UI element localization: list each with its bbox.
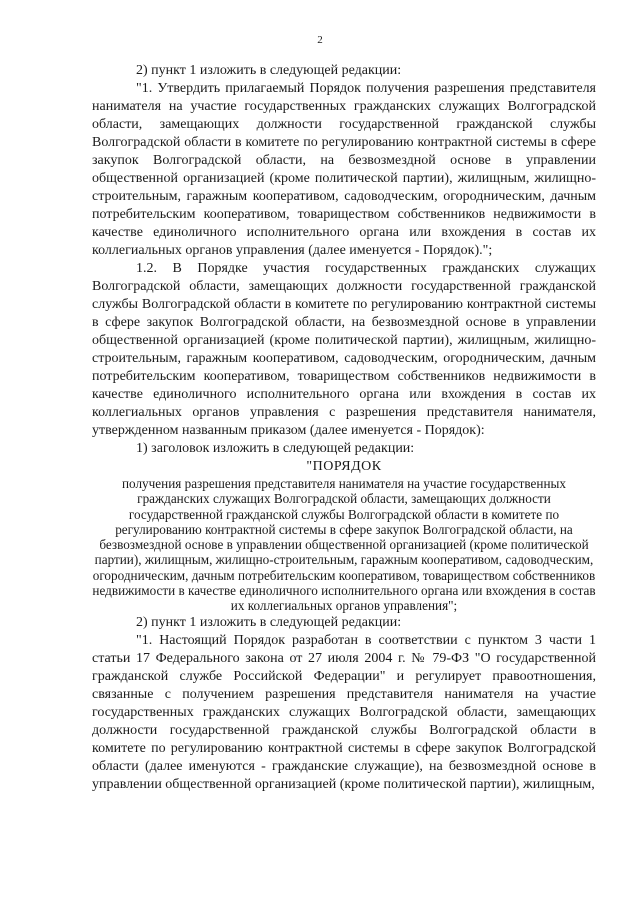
- page-number: 2: [317, 34, 323, 46]
- paragraph-section-1-2: 1.2. В Порядке участия государственных гражданских служащих Волгоградской области, замещающих должности государственной гражданской службы Волгоградской области в комитете по регулированию контрактной системы в сфере закупок Волгоградской области, на безвозмездной основе в управлении общественной организацией (кроме политической партии), жилищным, жилищно-строительным, гаражным кооперативом, садоводческим, огородническим, дачным потребительским кооперативом, товариществом собственников недвижимости в качестве единоличного исполнительного органа или вхождения в состав их коллегиальных органов управления с разрешения представителя нанимателя, утвержденном названным приказом (далее именуется - Порядок):: [92, 261, 596, 438]
- order-title: "ПОРЯДОК: [306, 459, 382, 474]
- paragraph-item-2-second: 2) пункт 1 изложить в следующей редакции:: [136, 614, 402, 630]
- paragraph-heading-instruction: 1) заголовок изложить в следующей редакции:: [136, 441, 415, 456]
- document-body: [92, 62, 596, 794]
- paragraph-order-developed: "1. Настоящий Порядок разработан в соответствии с пунктом 3 части 1 статьи 17 Федерального закона от 27 июля 2004 г. № 79-ФЗ "О государственной гражданской службе Российской Федерации" и регулирует правоотношения, связанные с получением разрешения представителя нанимателя на участие государственных гражданских служащих Волгоградской области, замещающих должности государственной гражданской службы Волгоградской области в комитете по регулированию контрактной системы в сфере закупок Волгоградской области (далее именуются - гражданские служащие), на безвозмездной основе в управлении общественной организацией (кроме политической партии), жилищным,: [92, 632, 596, 792]
- paragraph-item-2: 2) пункт 1 изложить в следующей редакции:: [136, 63, 402, 78]
- paragraph-approve-order: "1. Утвердить прилагаемый Порядок получения разрешения представителя нанимателя на участие государственных гражданских служащих Волгоградской области, замещающих должности государственной гражданской службы Волгоградской области в комитете по регулированию контрактной системы в сфере закупок Волгоградской области, на безвозмездной основе в управлении общественной организацией (кроме политической партии), жилищным, жилищно-строительным, гаражным кооперативом, садоводческим, огородническим, дачным потребительским кооперативом, товариществом собственников недвижимости в качестве единоличного исполнительного органа или вхождения в состав их коллегиальных органов управления (далее именуется - Порядок).";: [92, 81, 596, 258]
- order-subtitle: получения разрешения представителя нанимателя на участие государственных гражданских служащих Волгоградской области, замещающих должности государственной гражданской службы Волгоградской области в комитете по регулированию контрактной системы в сфере закупок Волгоградской области, на безвозмездной основе в управлении общественной организацией (кроме политической партии), жилищным, жилищно-строительным, гаражным кооперативом, садоводческим, огородническим, дачным потребительским кооперативом, товариществом собственников недвижимости в качестве единоличного исполнительного органа или вхождения в состав их коллегиальных органов управления";: [92, 476, 596, 614]
